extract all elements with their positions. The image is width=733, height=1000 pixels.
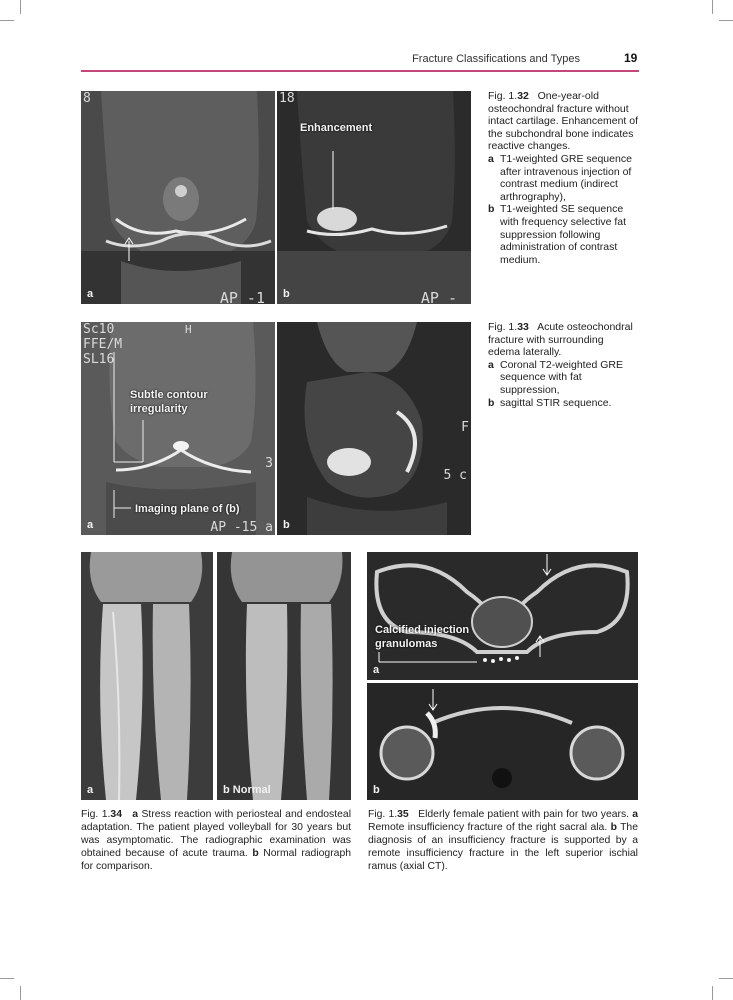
fig34-caption: Fig. 1.34 a Stress reaction with periosteal and endosteal adaptation. The patient played volleyball for 30 years but was asymptomatic. The radiographic examination was obtained because of acute trauma. b Normal radiograph for comparison. <box>81 809 352 872</box>
header-rule <box>81 70 639 72</box>
fig33-caption-item-b: b sagittal STIR sequence. <box>488 396 612 409</box>
fig33-caption-head: Fig. 1.33 Acute osteochondral fracture with surrounding edema laterally. <box>488 321 633 359</box>
fig33-caption-item-a: a Coronal T2-weighted GRE sequence with fat suppression, <box>488 358 623 396</box>
crop-mark <box>0 978 14 979</box>
crop-mark <box>0 20 14 21</box>
fig34-panel-b-image <box>217 552 351 800</box>
running-head: Fracture Classifications and Types <box>412 53 580 65</box>
fig33-panel-a-image <box>81 322 275 535</box>
fig33a-scanner-text: Sc10 FFE/M SL16 <box>83 322 123 367</box>
fig32a-bottom-text: AP -1 <box>219 289 265 304</box>
fig32-caption-item-a: a T1-weighted GRE sequence after intravenous injection of contrast medium (indirect arthrography), <box>488 152 632 203</box>
fig32a-corner-text: 8 <box>83 91 91 106</box>
crop-mark <box>712 0 713 14</box>
fig33a-annotation-plane: Imaging plane of (b) <box>135 503 240 515</box>
fig33a-marker: H <box>185 323 192 336</box>
panel-label: a <box>87 784 94 796</box>
fig32-caption-item-b: b T1-weighted SE sequence with frequency selective fat suppression following administration of contrast medium. <box>488 203 627 266</box>
fig33b-corner-text: F <box>461 420 469 435</box>
panel-label: a <box>87 288 94 300</box>
crop-mark <box>712 986 713 1000</box>
panel-label: a <box>87 519 94 531</box>
fig33b-side-text: 5 c <box>443 468 467 483</box>
fig32b-bottom-text: AP - <box>420 289 457 304</box>
panel-label: b <box>283 519 290 531</box>
panel-label: b Normal <box>223 784 271 796</box>
panel-label: b <box>373 784 380 796</box>
panel-label: b <box>283 288 290 300</box>
fig33-caption <box>488 321 638 409</box>
fig32-caption-head: Fig. 1.32 One-year-old osteochondral fracture without intact cartilage. Enhancement of the subchondral bone indicates reactive changes. <box>488 90 639 153</box>
fig33a-side-text: 3 <box>265 456 273 471</box>
fig33a-bottom-text: AP -15 a <box>210 520 273 535</box>
crop-mark <box>719 978 733 979</box>
fig32b-annotation-enhancement: Enhancement <box>300 122 373 134</box>
fig35-panel-a-image <box>367 552 638 680</box>
panel-label: a <box>373 664 380 676</box>
fig34-panel-a-image <box>81 552 213 800</box>
fig35a-annotation-granulomas: Calcified injection granulomas <box>375 624 470 650</box>
fig35-panel-b-image <box>367 683 638 800</box>
fig33a-annotation-contour: Subtle contour irregularity <box>130 389 208 415</box>
fig32-caption <box>488 90 638 266</box>
crop-mark <box>20 986 21 1000</box>
fig33-panel-b-image <box>277 322 471 535</box>
page-number: 19 <box>624 51 638 65</box>
crop-mark <box>20 0 21 14</box>
fig35-caption: Fig. 1.35 Elderly female patient with pain for two years. a Remote insufficiency fracture of the right sacral ala. b The diagnosis of an insufficiency fracture is supported by a remote insufficiency fracture in the left superior ischial ramus (axial CT). <box>368 809 638 872</box>
fig32-panel-b-image <box>277 91 471 304</box>
fig32b-corner-text: 18 <box>279 91 295 106</box>
fig32-panel-a-image <box>81 91 275 304</box>
crop-mark <box>719 20 733 21</box>
